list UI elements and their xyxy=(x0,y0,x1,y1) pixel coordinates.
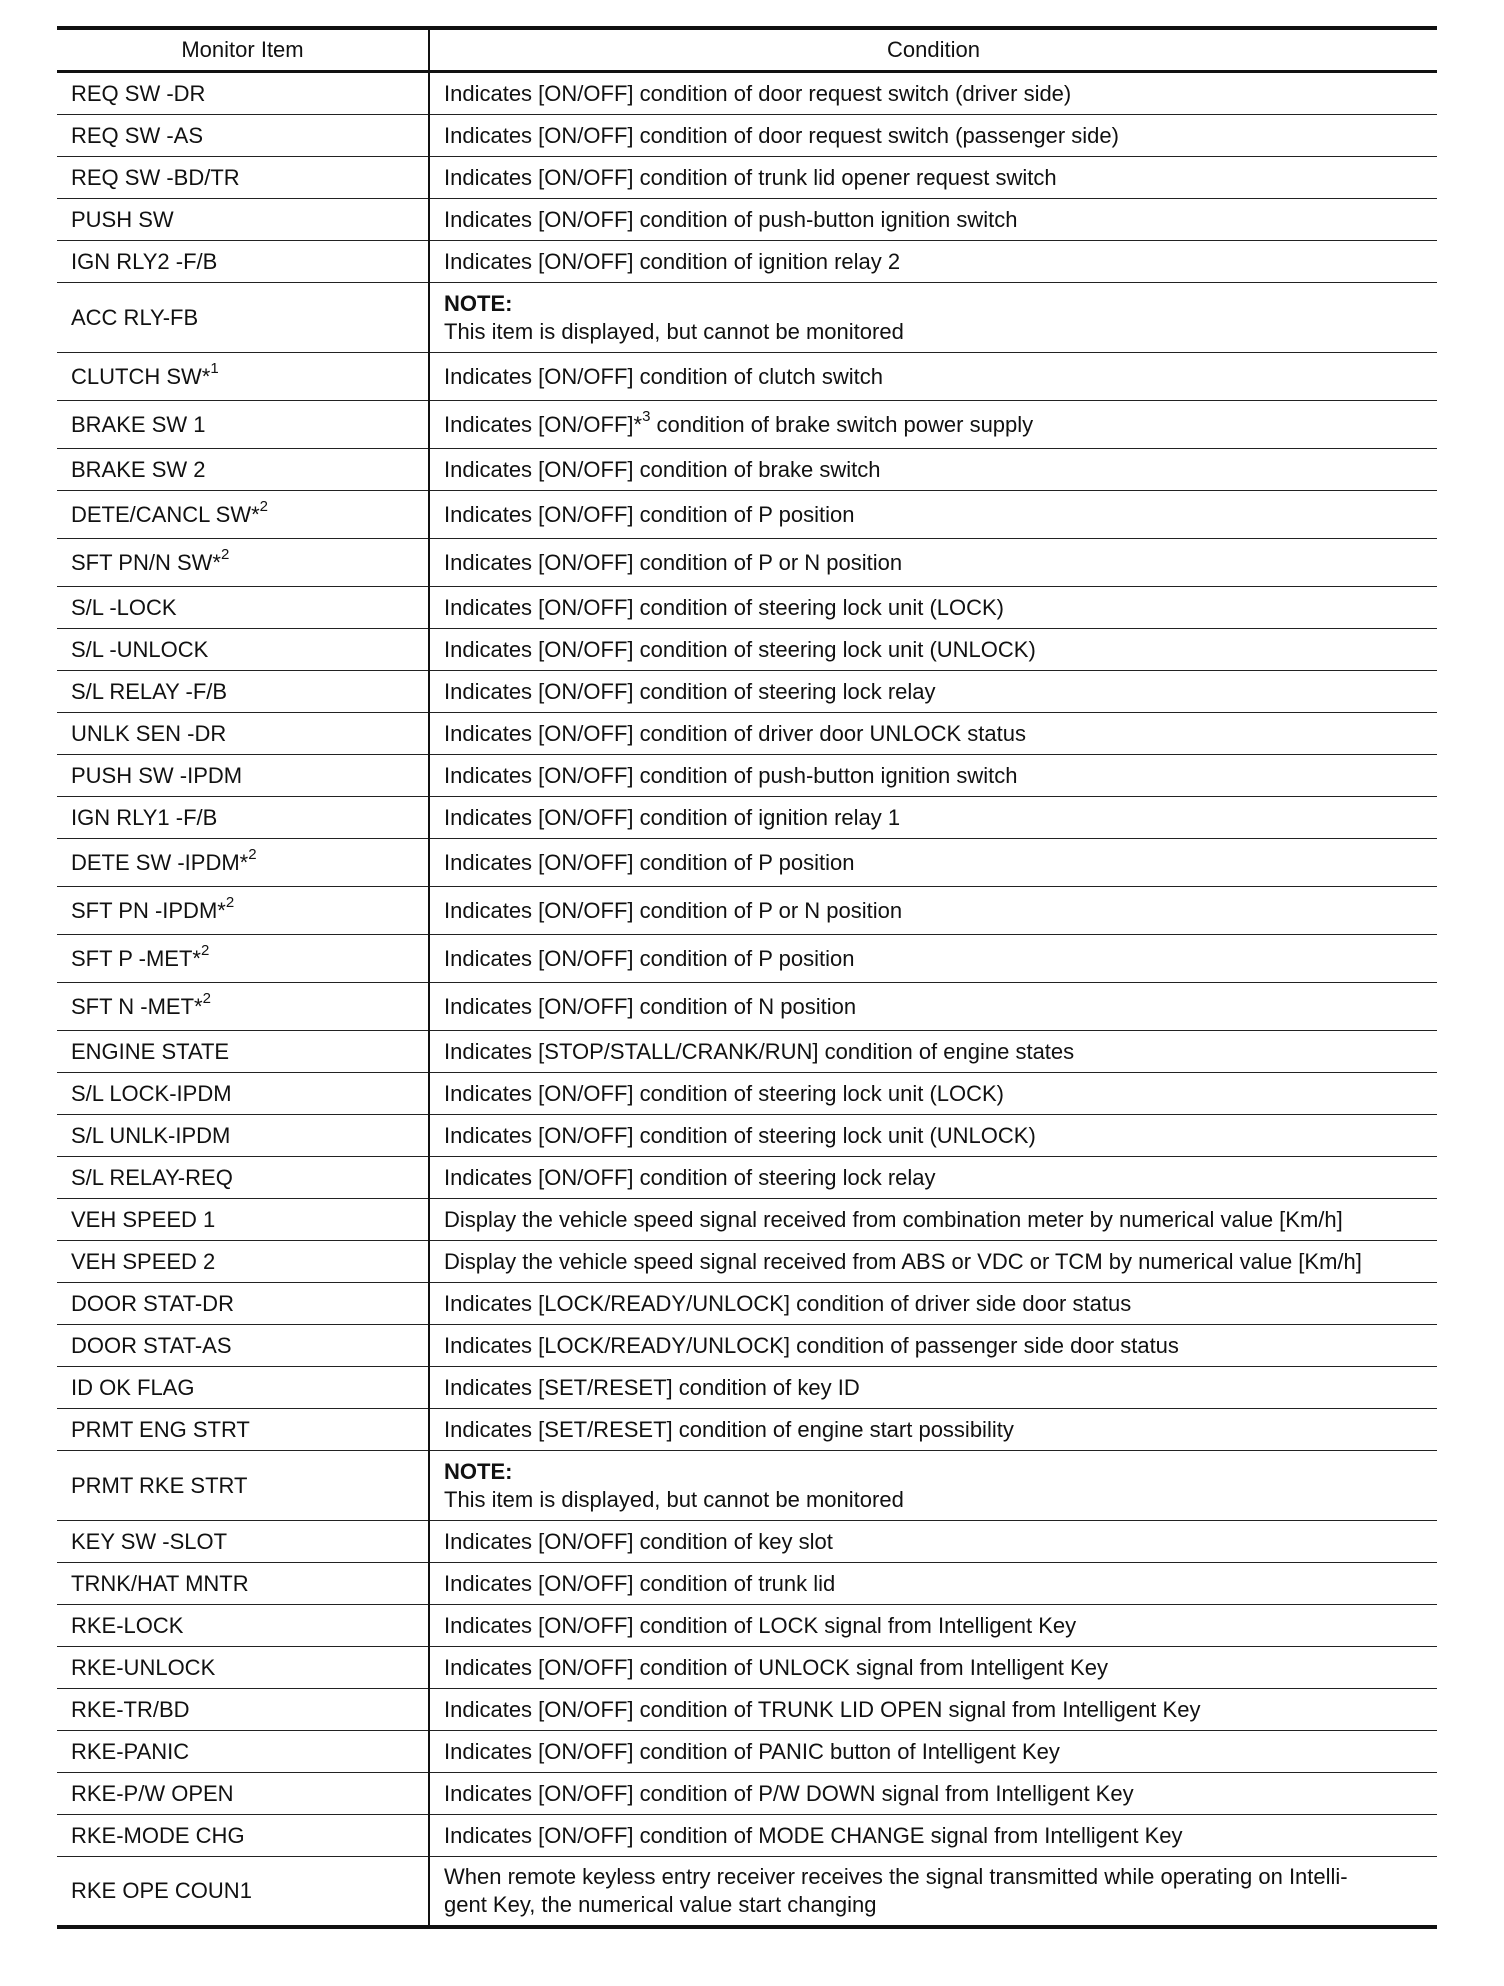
monitor-item-cell xyxy=(57,1115,429,1157)
monitor-item-text: PRMT ENG STRT xyxy=(71,1416,250,1442)
table-row xyxy=(57,353,1437,401)
note-text: This item is displayed, but cannot be monitored xyxy=(444,1486,904,1512)
monitor-item-cell xyxy=(57,1031,429,1073)
table-row xyxy=(57,1451,1437,1521)
monitor-item-text: RKE-P/W OPEN xyxy=(71,1780,234,1806)
table-row xyxy=(57,1031,1437,1073)
monitor-item-text: ENGINE STATE xyxy=(71,1038,230,1064)
table-body xyxy=(57,72,1437,1928)
condition-cell xyxy=(429,1563,1437,1605)
monitor-item-cell xyxy=(57,755,429,797)
monitor-item-cell xyxy=(57,1367,429,1409)
monitor-item-text: RKE-PANIC xyxy=(71,1738,190,1764)
condition-cell xyxy=(429,1367,1437,1409)
table-row xyxy=(57,72,1437,115)
condition-cell xyxy=(429,241,1437,283)
table-row xyxy=(57,629,1437,671)
condition-text: Indicates [ON/OFF] condition of steering lock unit (UNLOCK) xyxy=(444,1122,1036,1148)
table-header-row xyxy=(57,28,1437,72)
monitor-item-text: BRAKE SW 2 xyxy=(71,456,206,482)
monitor-item-cell xyxy=(57,1409,429,1451)
condition-cell xyxy=(429,72,1437,115)
monitor-item-text: DETE SW -IPDM* xyxy=(71,849,249,875)
monitor-item-text: BRAKE SW 1 xyxy=(71,411,206,437)
monitor-item-text: IGN RLY1 -F/B xyxy=(71,804,218,830)
monitor-item-table xyxy=(57,26,1437,1929)
condition-cell xyxy=(429,1731,1437,1773)
condition-text: Indicates [ON/OFF] condition of P or N position xyxy=(444,549,903,575)
monitor-item-cell xyxy=(57,449,429,491)
condition-cell xyxy=(429,283,1437,353)
condition-cell xyxy=(429,1409,1437,1451)
condition-cell xyxy=(429,1521,1437,1563)
monitor-item-text: REQ SW -DR xyxy=(71,80,206,106)
condition-cell xyxy=(429,887,1437,935)
monitor-item-cell xyxy=(57,1773,429,1815)
condition-cell xyxy=(429,1241,1437,1283)
table-row xyxy=(57,1521,1437,1563)
condition-cell xyxy=(429,1773,1437,1815)
table-row xyxy=(57,1241,1437,1283)
condition-text: Indicates [STOP/STALL/CRANK/RUN] condition of engine states xyxy=(444,1038,1075,1064)
condition-text: Indicates [SET/RESET] condition of engine start possibility xyxy=(444,1416,1014,1442)
condition-text: Indicates [ON/OFF] condition of TRUNK LID OPEN signal from Intelligent Key xyxy=(444,1696,1201,1722)
monitor-item-text: SFT PN/N SW* xyxy=(71,549,221,575)
monitor-item-cell xyxy=(57,713,429,755)
monitor-item-text: SFT PN -IPDM* xyxy=(71,897,226,923)
condition-text: Indicates [ON/OFF] condition of clutch switch xyxy=(444,363,883,389)
monitor-item-text: RKE-MODE CHG xyxy=(71,1822,245,1848)
condition-cell xyxy=(429,1689,1437,1731)
monitor-item-text: DETE/CANCL SW* xyxy=(71,501,260,527)
monitor-item-cell xyxy=(57,587,429,629)
monitor-item-text: PUSH SW -IPDM xyxy=(71,762,243,788)
monitor-item-cell xyxy=(57,1325,429,1367)
condition-text: Indicates [SET/RESET] condition of key ID xyxy=(444,1374,860,1400)
condition-text: Indicates [ON/OFF] condition of steering lock unit (UNLOCK) xyxy=(444,636,1036,662)
condition-text: Indicates [ON/OFF] condition of PANIC button of Intelligent Key xyxy=(444,1738,1060,1764)
condition-cell xyxy=(429,983,1437,1031)
table-row xyxy=(57,587,1437,629)
condition-cell xyxy=(429,539,1437,587)
table-row xyxy=(57,1647,1437,1689)
monitor-item-text: UNLK SEN -DR xyxy=(71,720,227,746)
condition-text-line: gent Key, the numerical value start changing xyxy=(444,1892,877,1917)
condition-cell xyxy=(429,1451,1437,1521)
table-row xyxy=(57,157,1437,199)
table-row xyxy=(57,1689,1437,1731)
condition-cell xyxy=(429,839,1437,887)
monitor-item-cell xyxy=(57,1605,429,1647)
monitor-item-text: S/L RELAY -F/B xyxy=(71,678,228,704)
monitor-item-cell xyxy=(57,491,429,539)
table-row xyxy=(57,241,1437,283)
monitor-item-text: S/L LOCK-IPDM xyxy=(71,1080,232,1106)
header-monitor-item: Monitor Item xyxy=(57,28,429,72)
monitor-item-text: SFT P -MET* xyxy=(71,945,201,971)
condition-cell xyxy=(429,797,1437,839)
monitor-item-text: KEY SW -SLOT xyxy=(71,1528,228,1554)
condition-text: Indicates [ON/OFF] condition of push-button ignition switch xyxy=(444,206,1018,232)
monitor-item-cell xyxy=(57,935,429,983)
condition-text: Indicates [ON/OFF] condition of P or N position xyxy=(444,897,903,923)
condition-text: Indicates [ON/OFF] condition of N position xyxy=(444,993,857,1019)
table-row xyxy=(57,115,1437,157)
condition-text: Indicates [ON/OFF] condition of P position xyxy=(444,945,855,971)
monitor-item-text: ID OK FLAG xyxy=(71,1374,195,1400)
condition-text: Indicates [ON/OFF] condition of ignition relay 1 xyxy=(444,804,901,830)
monitor-item-text: PUSH SW xyxy=(71,206,174,232)
table-row xyxy=(57,1283,1437,1325)
monitor-item-text: REQ SW -BD/TR xyxy=(71,164,240,190)
header-condition: Condition xyxy=(429,28,1437,72)
monitor-item-cell xyxy=(57,839,429,887)
footnote-marker: 2 xyxy=(220,546,230,564)
monitor-item-text: VEH SPEED 1 xyxy=(71,1206,216,1232)
table-row xyxy=(57,1605,1437,1647)
monitor-item-text: S/L -LOCK xyxy=(71,594,177,620)
condition-cell xyxy=(429,401,1437,449)
monitor-item-cell xyxy=(57,353,429,401)
condition-cell xyxy=(429,1647,1437,1689)
condition-text: Indicates [ON/OFF] condition of P position xyxy=(444,501,855,527)
monitor-item-cell xyxy=(57,1647,429,1689)
condition-cell xyxy=(429,629,1437,671)
table-row xyxy=(57,1157,1437,1199)
monitor-item-text: RKE-UNLOCK xyxy=(71,1654,216,1680)
table-row xyxy=(57,1563,1437,1605)
footnote-marker: 2 xyxy=(259,498,268,516)
condition-cell xyxy=(429,449,1437,491)
condition-cell xyxy=(429,1115,1437,1157)
monitor-item-cell xyxy=(57,797,429,839)
condition-cell xyxy=(429,755,1437,797)
condition-text: Indicates [ON/OFF] condition of trunk lid xyxy=(444,1570,836,1596)
footnote-marker: 2 xyxy=(202,990,211,1008)
table-row xyxy=(57,1115,1437,1157)
table-row xyxy=(57,713,1437,755)
monitor-item-cell xyxy=(57,1815,429,1857)
condition-text: Indicates [ON/OFF] condition of P position xyxy=(444,849,855,875)
footnote-marker: 2 xyxy=(200,942,210,960)
condition-text: Indicates [ON/OFF] condition of steering lock unit (LOCK) xyxy=(444,594,1005,620)
condition-cell xyxy=(429,1073,1437,1115)
footnote-marker: 1 xyxy=(210,360,219,378)
condition-text: Indicates [ON/OFF] condition of steering lock unit (LOCK) xyxy=(444,1080,1005,1106)
condition-cell xyxy=(429,491,1437,539)
table-row xyxy=(57,1773,1437,1815)
monitor-item-cell xyxy=(57,1283,429,1325)
monitor-item-text: SFT N -MET* xyxy=(71,993,203,1019)
monitor-item-cell xyxy=(57,1199,429,1241)
monitor-item-cell xyxy=(57,72,429,115)
monitor-item-cell xyxy=(57,1731,429,1773)
condition-text: Display the vehicle speed signal received from ABS or VDC or TCM by numerical value [Km/h] xyxy=(444,1248,1362,1274)
condition-text: Indicates [ON/OFF] condition of driver door UNLOCK status xyxy=(444,720,1027,746)
condition-cell xyxy=(429,1031,1437,1073)
monitor-item-cell xyxy=(57,241,429,283)
condition-cell xyxy=(429,935,1437,983)
monitor-item-cell xyxy=(57,887,429,935)
monitor-item-cell xyxy=(57,671,429,713)
table-row xyxy=(57,199,1437,241)
condition-cell xyxy=(429,115,1437,157)
monitor-item-text: RKE-TR/BD xyxy=(71,1696,190,1722)
table-row xyxy=(57,1857,1437,1928)
monitor-item-text: S/L UNLK-IPDM xyxy=(71,1122,231,1148)
condition-text: Indicates [ON/OFF] condition of P/W DOWN signal from Intelligent Key xyxy=(444,1780,1134,1806)
monitor-item-text: S/L -UNLOCK xyxy=(71,636,209,662)
table-row xyxy=(57,839,1437,887)
table-row xyxy=(57,755,1437,797)
table-row xyxy=(57,671,1437,713)
footnote-marker: 3 xyxy=(642,408,651,426)
condition-cell xyxy=(429,1199,1437,1241)
monitor-item-cell xyxy=(57,283,429,353)
condition-text: Indicates [LOCK/READY/UNLOCK] condition of passenger side door status xyxy=(444,1332,1179,1358)
condition-text: Indicates [ON/OFF] condition of key slot xyxy=(444,1528,833,1554)
monitor-item-text: S/L RELAY-REQ xyxy=(71,1164,233,1190)
condition-text-line: When remote keyless entry receiver receives the signal transmitted while operating on Intelli- xyxy=(444,1864,1348,1889)
condition-cell xyxy=(429,1605,1437,1647)
table-row xyxy=(57,1367,1437,1409)
table-row xyxy=(57,449,1437,491)
table-row xyxy=(57,1199,1437,1241)
table-row xyxy=(57,283,1437,353)
condition-text: Indicates [ON/OFF] condition of brake switch xyxy=(444,456,881,482)
table-row xyxy=(57,1409,1437,1451)
table-row xyxy=(57,935,1437,983)
condition-cell xyxy=(429,1815,1437,1857)
monitor-item-text: VEH SPEED 2 xyxy=(71,1248,216,1274)
condition-cell xyxy=(429,199,1437,241)
table-row xyxy=(57,539,1437,587)
condition-text: Indicates [ON/OFF] condition of push-button ignition switch xyxy=(444,762,1018,788)
condition-text: Indicates [ON/OFF] condition of door request switch (passenger side) xyxy=(444,122,1119,148)
monitor-item-cell xyxy=(57,629,429,671)
condition-text: Display the vehicle speed signal received from combination meter by numerical value [Km/h] xyxy=(444,1206,1343,1232)
condition-cell xyxy=(429,157,1437,199)
note-label: NOTE: xyxy=(444,290,513,316)
note-text: This item is displayed, but cannot be monitored xyxy=(444,318,904,344)
monitor-item-text: REQ SW -AS xyxy=(71,122,204,148)
monitor-item-cell xyxy=(57,983,429,1031)
table-row xyxy=(57,1325,1437,1367)
table-row xyxy=(57,491,1437,539)
condition-text: Indicates [ON/OFF]* xyxy=(444,411,643,437)
monitor-item-cell xyxy=(57,1451,429,1521)
monitor-item-text: DOOR STAT-DR xyxy=(71,1290,234,1316)
condition-cell xyxy=(429,353,1437,401)
monitor-item-cell xyxy=(57,1689,429,1731)
condition-cell xyxy=(429,1325,1437,1367)
table-row xyxy=(57,887,1437,935)
table-row xyxy=(57,1815,1437,1857)
condition-text: Indicates [ON/OFF] condition of steering lock relay xyxy=(444,678,936,704)
monitor-item-text: ACC RLY-FB xyxy=(71,304,199,330)
condition-cell xyxy=(429,671,1437,713)
condition-text: Indicates [ON/OFF] condition of ignition relay 2 xyxy=(444,248,901,274)
document-page xyxy=(57,26,1437,1929)
monitor-item-text: TRNK/HAT MNTR xyxy=(71,1570,249,1596)
monitor-item-cell xyxy=(57,1073,429,1115)
monitor-item-cell xyxy=(57,1241,429,1283)
note-label: NOTE: xyxy=(444,1458,513,1484)
monitor-item-text: PRMT RKE STRT xyxy=(71,1472,248,1498)
monitor-item-cell xyxy=(57,1857,429,1928)
condition-text: Indicates [ON/OFF] condition of trunk lid opener request switch xyxy=(444,164,1057,190)
table-row xyxy=(57,401,1437,449)
table-row xyxy=(57,983,1437,1031)
condition-cell xyxy=(429,713,1437,755)
condition-text: Indicates [ON/OFF] condition of door request switch (driver side) xyxy=(444,80,1072,106)
monitor-item-cell xyxy=(57,539,429,587)
condition-text: Indicates [LOCK/READY/UNLOCK] condition of driver side door status xyxy=(444,1290,1132,1316)
monitor-item-cell xyxy=(57,199,429,241)
condition-text: Indicates [ON/OFF] condition of steering lock relay xyxy=(444,1164,936,1190)
condition-text: Indicates [ON/OFF] condition of LOCK signal from Intelligent Key xyxy=(444,1612,1077,1638)
condition-text: Indicates [ON/OFF] condition of MODE CHANGE signal from Intelligent Key xyxy=(444,1822,1183,1848)
table-row xyxy=(57,1731,1437,1773)
monitor-item-cell xyxy=(57,1157,429,1199)
condition-cell xyxy=(429,587,1437,629)
condition-text: Indicates [ON/OFF] condition of UNLOCK signal from Intelligent Key xyxy=(444,1654,1108,1680)
monitor-item-cell xyxy=(57,157,429,199)
condition-cell xyxy=(429,1283,1437,1325)
monitor-item-cell xyxy=(57,1521,429,1563)
monitor-item-cell xyxy=(57,401,429,449)
monitor-item-text: RKE-LOCK xyxy=(71,1612,184,1638)
monitor-item-text: CLUTCH SW* xyxy=(71,363,211,389)
monitor-item-text: IGN RLY2 -F/B xyxy=(71,248,218,274)
table-row xyxy=(57,797,1437,839)
monitor-item-cell xyxy=(57,115,429,157)
monitor-item-text: DOOR STAT-AS xyxy=(71,1332,232,1358)
condition-cell xyxy=(429,1157,1437,1199)
table-row xyxy=(57,1073,1437,1115)
monitor-item-text: RKE OPE COUN1 xyxy=(71,1878,252,1903)
condition-cell xyxy=(429,1857,1437,1928)
monitor-item-cell xyxy=(57,1563,429,1605)
footnote-marker: 2 xyxy=(225,894,235,912)
footnote-marker: 2 xyxy=(248,846,257,864)
condition-text: condition of brake switch power supply xyxy=(650,411,1034,437)
